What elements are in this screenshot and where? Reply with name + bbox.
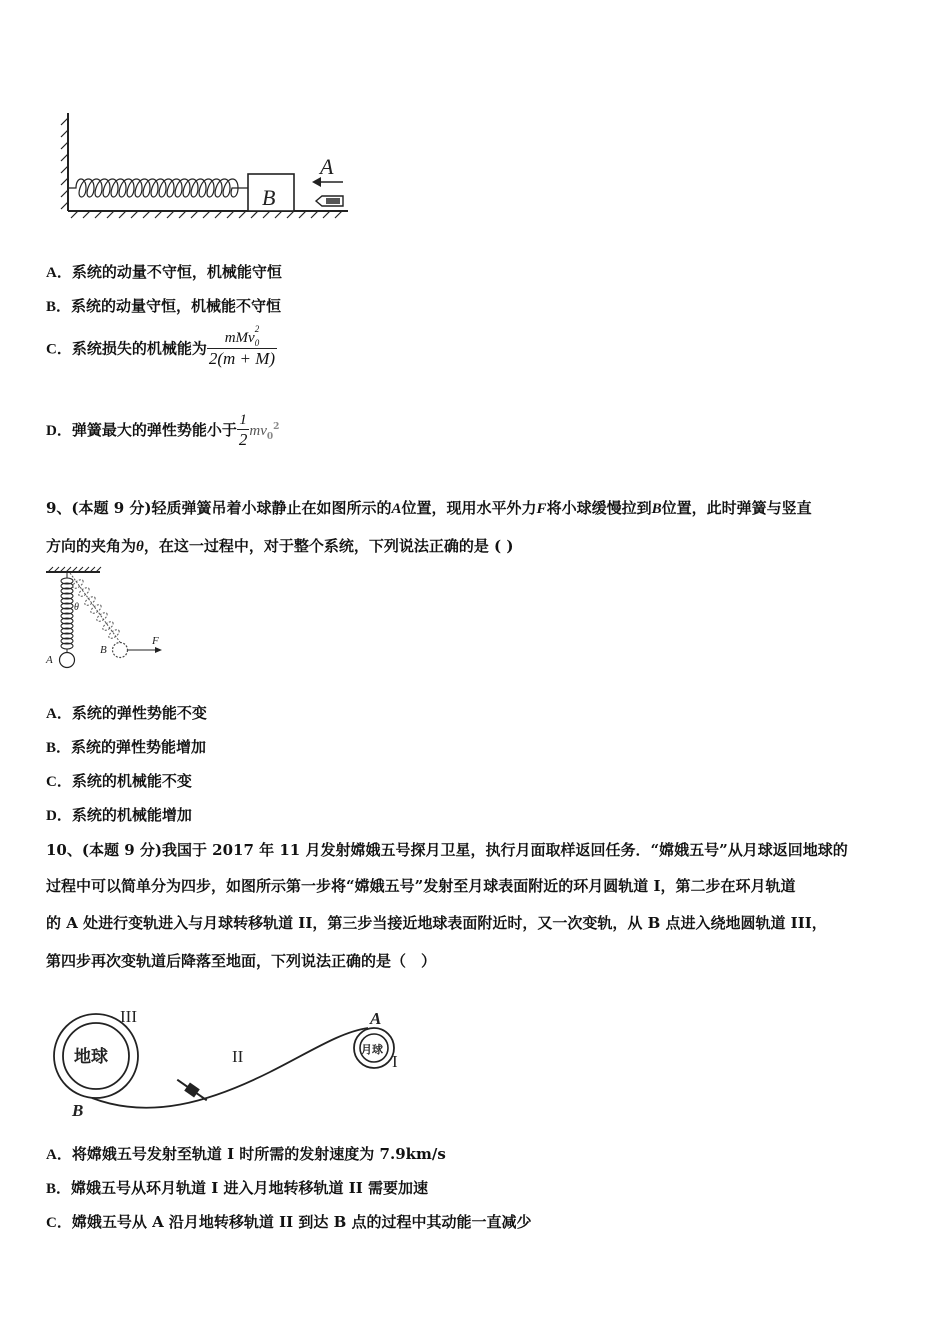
q9-option-a[interactable]: A．系统的弹性势能不变 <box>46 704 207 722</box>
q9-stem-line1: 9、(本题 9 分)轻质弹簧吊着小球静止在如图所示的A位置，现用水平外力F将小球缓慢拉到B位置，此时弹簧与竖直 <box>46 499 812 517</box>
orbit-ii-label: II <box>232 1047 244 1066</box>
q9-figure <box>40 566 170 674</box>
q10-stem-line2: 过程中可以简单分为四步，如图所示第一步将“嫦娥五号”发射至月球表面附近的环月圆轨道 I，第二步在环月轨道 <box>46 877 796 895</box>
orbit-i-label: I <box>392 1052 398 1071</box>
q10-option-c[interactable]: C．嫦娥五号从 A 沿月地转移轨道 II 到达 B 点的过程中其动能一直减少 <box>46 1213 532 1231</box>
q8-figure <box>58 108 358 226</box>
q10-figure <box>50 1002 410 1124</box>
q10-stem-line1: 10、(本题 9 分)我国于 2017 年 11 月发射嫦娥五号探月卫星，执行月面取样返回任务．“嫦娥五号”从月球返回地球的 <box>46 841 848 859</box>
point-a-label: A <box>370 1009 382 1028</box>
point-b-label: B <box>72 1101 84 1120</box>
orbit-iii-label: III <box>120 1007 137 1026</box>
q10-stem-line3: 的 A 处进行变轨进入与月球转移轨道 II，第三步当接近地球表面附近时，又一次变轨，从 B 点进入绕地圆轨道 III， <box>46 914 827 932</box>
spacecraft <box>174 1076 209 1105</box>
q9-option-b[interactable]: B．系统的弹性势能增加 <box>46 738 207 756</box>
q8-option-c[interactable]: C．系统损失的机械能为 mMv $_{2 0}$ 2(m + M) <box>46 324 276 368</box>
q8-option-b[interactable]: B．系统的动量守恒，机械能不守恒 <box>46 297 282 315</box>
q10-option-a[interactable]: A．将嫦娥五号发射至轨道 I 时所需的发射速度为 7.9km/s <box>46 1145 446 1163</box>
label-b: B <box>100 644 107 656</box>
ball-b <box>113 643 128 658</box>
label-theta: θ <box>74 602 79 613</box>
ball-a <box>60 653 75 668</box>
half-fraction: $\frac{1}{2}$ <box>238 412 248 449</box>
spring <box>68 179 248 197</box>
orbit-ii <box>92 1028 368 1108</box>
q8-option-a[interactable]: A．系统的动量不守恒，机械能守恒 <box>46 263 282 281</box>
block-b-label: B <box>262 185 276 210</box>
q9-option-c[interactable]: C．系统的机械能不变 <box>46 772 192 790</box>
label-f: F <box>152 635 159 647</box>
label-a: A <box>46 654 53 666</box>
q8-option-d[interactable]: D．弹簧最大的弹性势能小于 $\frac{1}{2}$ $mv_0^2$ <box>46 412 280 449</box>
q9-option-d[interactable]: D．系统的机械能增加 <box>46 806 192 824</box>
moon-label: 月球 <box>361 1043 383 1056</box>
bullet-a-label: A <box>320 154 334 179</box>
q9-stem-line2: 方向的夹角为θ，在这一过程中，对于整个系统，下列说法正确的是 ( ) <box>46 537 514 555</box>
earth-label: 地球 <box>74 1047 108 1067</box>
q10-stem-line4: 第四步再次变轨道后降落至地面，下列说法正确的是（ ） <box>46 952 437 970</box>
q10-option-b[interactable]: B．嫦娥五号从环月轨道 I 进入月地转移轨道 II 需要加速 <box>46 1179 428 1197</box>
lost-energy-fraction: mMv $_{2 0}$ 2(m + M) <box>208 324 276 368</box>
